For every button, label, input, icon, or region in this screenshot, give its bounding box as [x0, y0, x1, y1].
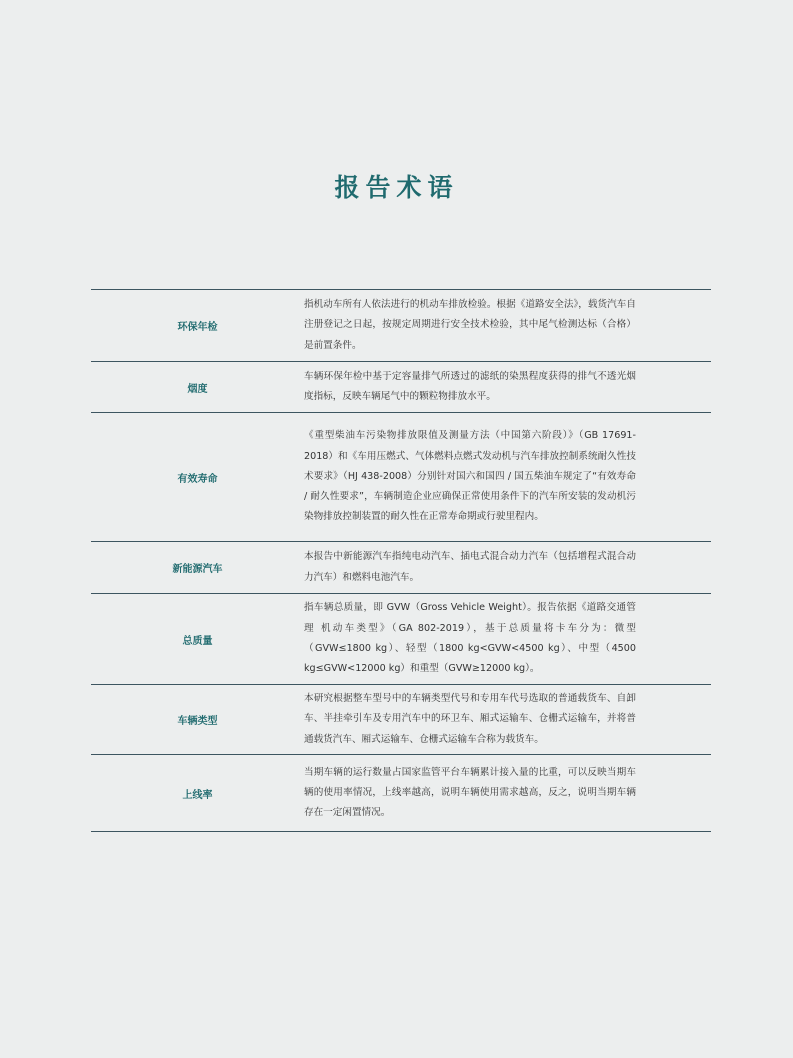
term-definition: 本研究根据整车型号中的车辆类型代号和专用车代号选取的普通载货车、自卸车、半挂牵引车及专用汽车中的环卫车、厢式运输车、仓栅式运输车，并将普通载货汽车、厢式运输车、仓栅式运输车合称为载货车。	[304, 693, 636, 745]
term-row	[91, 542, 711, 594]
term-name: 新能源汽车	[172, 564, 223, 575]
term-definition: 本报告中新能源汽车指纯电动汽车、插电式混合动力汽车（包括增程式混合动力汽车）和燃料电池汽车。	[304, 551, 636, 583]
term-row	[91, 685, 711, 755]
term-name: 环保年检	[177, 322, 218, 333]
term-definition: 指车辆总质量，即 GVW（Gross Vehicle Weight）。报告依据《道路交通管理 机动车类型》（GA 802-2019），基于总质量将卡车分为：微型（GVW≤1800 kg）、轻型（1800 kg<GVW<4500 kg）、中型（4500 kg≤GVW<12000 kg）和重型（GVW≥12000 kg）。	[304, 602, 636, 675]
term-definition: 《重型柴油车污染物排放限值及测量方法（中国第六阶段）》（GB 17691-2018）和《车用压燃式、气体燃料点燃式发动机与汽车排放控制系统耐久性技术要求》（HJ 438-2008）分别针对国六和国四 / 国五柴油车规定了“有效寿命 / 耐久性要求”，车辆制造企业应确保正常使用条件下的汽车所安装的发动机污染物排放控制装置的耐久性在正常寿命期或行驶里程内。	[304, 430, 636, 523]
term-row	[91, 594, 711, 685]
term-definition: 当期车辆的运行数量占国家监管平台车辆累计接入量的比重，可以反映当期车辆的使用率情况，上线率越高，说明车辆使用需求越高，反之，说明当期车辆存在一定闲置情况。	[304, 766, 636, 819]
term-name: 烟度	[187, 383, 208, 395]
term-row	[91, 413, 711, 542]
term-row	[91, 755, 711, 832]
term-name: 车辆类型	[177, 716, 218, 727]
term-definition: 指机动车所有人依法进行的机动车排放检验。根据《道路安全法》，载货汽车自注册登记之日起，按规定周期进行安全技术检验，其中尾气检测达标（合格）是前置条件。	[304, 299, 636, 351]
page-title: 报告术语	[334, 173, 459, 202]
term-name: 总质量	[182, 635, 213, 647]
term-name: 上线率	[182, 789, 213, 801]
term-row	[91, 362, 711, 413]
term-name: 有效寿命	[177, 473, 218, 485]
term-definition: 车辆环保年检中基于定容量排气所透过的滤纸的染黑程度获得的排气不透光烟度指标，反映车辆尾气中的颗粒物排放水平。	[304, 370, 636, 402]
term-row	[91, 290, 711, 362]
terms-table	[91, 289, 711, 832]
